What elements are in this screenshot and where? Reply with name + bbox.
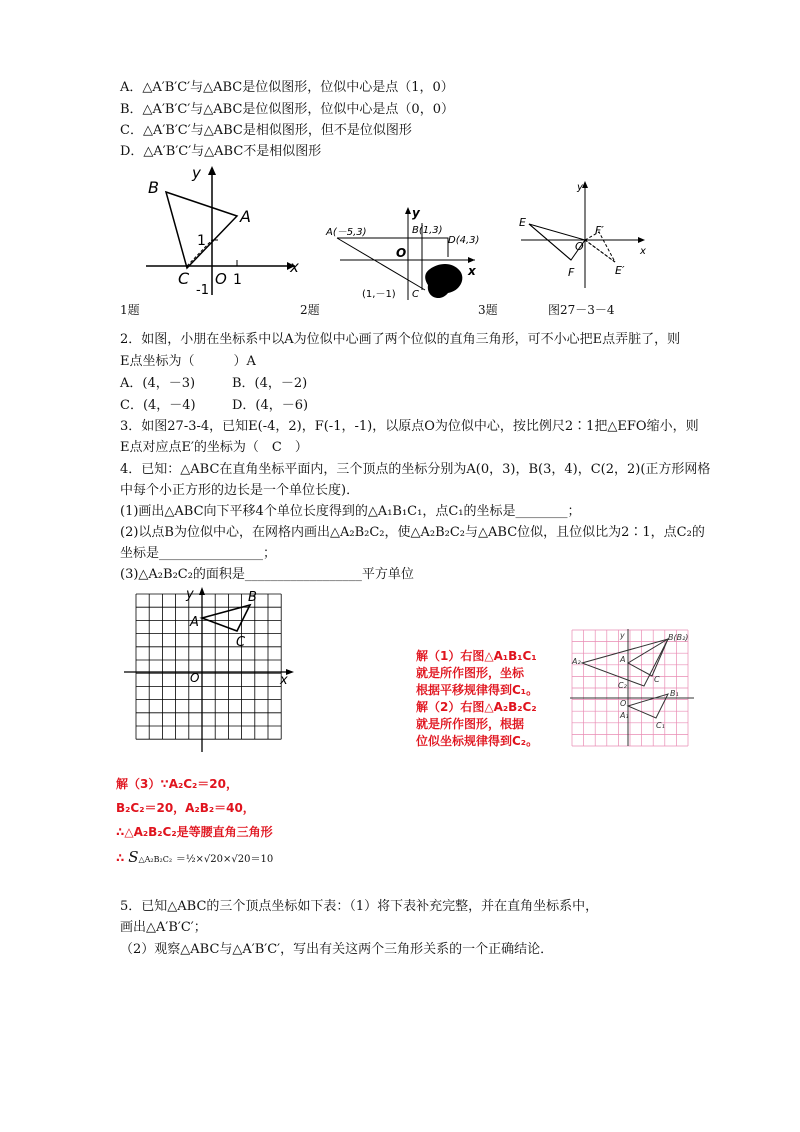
fig3-label-f: F <box>568 266 575 279</box>
solution-line: 就是所作图形，根据 <box>416 717 525 731</box>
q5-stem-line1: 5．已知△ABC的三个顶点坐标如下表：（1）将下表补充完整，并在直角坐标系中， <box>120 899 599 914</box>
grid-label-c: C <box>236 635 246 650</box>
q2-option-a: A．(4，－3) <box>120 376 196 391</box>
solution-3-block <box>116 772 346 873</box>
q5-stem-line3: （2）观察△ABC与△A′B′C′，写出有关这两个三角形关系的一个正确结论． <box>120 942 554 957</box>
fig1-label-a: A <box>240 207 251 226</box>
solution3-area-symbol: S <box>128 848 139 866</box>
solution-grid-figure <box>568 626 698 750</box>
mini-label-a2: A₂ <box>572 657 581 666</box>
fig3-label-eprime: E′ <box>615 264 625 277</box>
solution-line: 解（2）右图△A₂B₂C₂ <box>416 700 537 714</box>
mini-label-a: A <box>620 655 626 664</box>
q4-part3: (3)△A₂B₂C₂的面积是__________________平方单位 <box>120 567 414 582</box>
q5-stem-line2: 画出△A′B′C′； <box>120 920 207 935</box>
fig3-label-o: O <box>575 240 584 253</box>
mini-label-c1: C₁ <box>656 721 665 730</box>
fig1-label-o: O <box>215 270 227 288</box>
fig3-label-x: x <box>640 246 646 257</box>
grid-label-y: y <box>186 587 194 602</box>
q2-stem-line1: 2．如图，小朋在坐标系中以A为位似中心画了两个位似的直角三角形，可不小心把E点弄脏了，则 <box>120 332 681 347</box>
solution-line: 位似坐标规律得到C₂。 <box>416 734 539 748</box>
fig1-label-b: B <box>148 178 159 197</box>
q2-option-c: C．(4，－4) <box>120 398 196 413</box>
fig2-label-a: A(－5,3) <box>326 227 367 238</box>
fig2-caption: 2题 <box>300 303 320 317</box>
solution3-formula: ＝½×√20×√20＝10 <box>175 854 274 865</box>
mini-label-a1: A₁ <box>620 711 629 720</box>
q4-part2-line1: (2)以点B为位似中心，在网格内画出△A₂B₂C₂，使△A₂B₂C₂与△ABC位似，且位似比为2∶1，点C₂的 <box>120 525 705 540</box>
solution3-area-subscript: △A₂B₂C₂ <box>138 855 173 864</box>
fig1-label-y: y <box>192 164 201 182</box>
solution3-line1: 解（3）∵A₂C₂＝20， <box>116 777 239 791</box>
q4-stem-line2: 中每个小正方形的边长是一个单位长度)． <box>120 483 360 498</box>
fig1-caption: 1题 <box>120 303 140 317</box>
q3-stem-line2: E点对应点E′的坐标为（ C ） <box>120 440 308 455</box>
mini-label-c2: C₂ <box>618 681 627 690</box>
q4-stem-line1: 4．已知：△ABC在直角坐标平面内，三个顶点的坐标分别为A(0，3)，B(3，4)，C(2，2)(正方形网格 <box>120 462 711 477</box>
solution3-line2: B₂C₂＝20，A₂B₂＝40， <box>116 801 255 815</box>
grid-label-a: A <box>190 615 199 630</box>
fig1-label-1x: 1 <box>233 272 242 288</box>
q1-option-d: D．△A′B′C′与△ABC不是相似图形 <box>120 144 322 159</box>
q3-stem-line1: 3．如图27-3-4，已知E(-4，2)，F(-1，-1)，以原点O为位似中心，按比例尺2∶1把△EFO缩小，则 <box>120 419 699 434</box>
mini-label-o: O <box>620 699 627 708</box>
fig1-label-1y: 1 <box>197 233 206 249</box>
fig3-caption: 3题 <box>478 303 498 317</box>
fig2-label-x: x <box>468 264 476 278</box>
mini-label-c: C <box>654 675 660 684</box>
figure-3 <box>515 178 655 293</box>
grid-label-x: x <box>280 673 288 688</box>
fig2-label-b: B(1,3) <box>412 225 443 236</box>
fig1-label-c: C <box>178 269 190 288</box>
q4-part1: (1)画出△ABC向下平移4个单位长度得到的△A₁B₁C₁，点C₁的坐标是________； <box>120 504 581 519</box>
q1-option-a: A．△A′B′C′与△ABC是位似图形，位似中心是点（1，0） <box>120 80 454 95</box>
q2-stem-line2: E点坐标为（ ）A <box>120 354 256 369</box>
fig1-label-x: x <box>290 258 299 276</box>
solution3-therefore: ∴ <box>116 851 125 865</box>
fig4-caption: 图27－3－4 <box>548 303 615 317</box>
fig1-label-neg1: -1 <box>196 283 209 298</box>
q2-option-b: B．(4，－2) <box>232 376 308 391</box>
fig2-label-o: O <box>396 246 407 260</box>
fig2-label-y: y <box>412 206 420 220</box>
fig2-label-point: (1,－1) <box>362 289 396 300</box>
mini-label-y: y <box>620 631 625 640</box>
mini-label-b: B(B₂) <box>668 633 689 642</box>
solution-12-block <box>416 648 566 750</box>
q1-option-c: C．△A′B′C′与△ABC是相似图形，但不是位似图形 <box>120 123 412 138</box>
grid-figure <box>122 584 297 754</box>
q2-option-d: D．(4，－6) <box>232 398 309 413</box>
solution-line: 解（1）右图△A₁B₁C₁ <box>416 649 537 663</box>
q4-part2-line2: 坐标是________________； <box>120 546 277 561</box>
fig2-label-c: C <box>412 289 419 300</box>
solution-line: 根据平移规律得到C₁。 <box>416 683 539 697</box>
fig3-label-y: y <box>577 182 583 193</box>
fig3-label-fprime: F′ <box>595 224 604 237</box>
solution-line: 就是所作图形，坐标 <box>416 666 525 680</box>
mini-label-b1: B₁ <box>670 689 679 698</box>
solution3-line3: ∴△A₂B₂C₂是等腰直角三角形 <box>116 825 273 839</box>
q1-option-b: B．△A′B′C′与△ABC是位似图形，位似中心是点（0，0） <box>120 102 454 117</box>
figure-2 <box>320 205 480 305</box>
grid-label-b: B <box>248 590 257 605</box>
solution3-line4 <box>116 844 346 873</box>
figure-1 <box>140 160 310 300</box>
grid-label-o: O <box>190 671 200 685</box>
fig2-label-d: D(4,3) <box>448 235 480 246</box>
fig3-label-e: E <box>519 216 526 229</box>
